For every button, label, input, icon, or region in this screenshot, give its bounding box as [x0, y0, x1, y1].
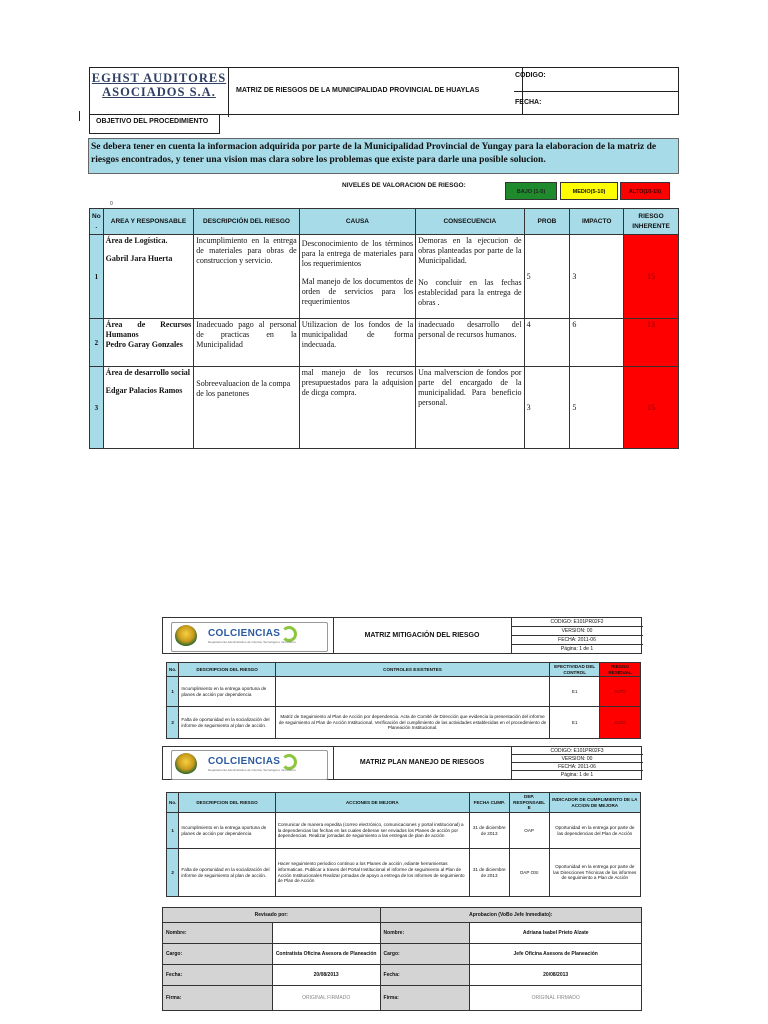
row-consecuencia [416, 235, 524, 319]
table-row [167, 849, 641, 897]
signature-header-row [163, 908, 642, 923]
row-residual: ALTO [600, 707, 641, 739]
row-acciones: Comunicar de manera expedita (correo electrónico, comunicaciones y portal institucional) a la dependencias las fechas en las cuales deberan ser enviados los Planes de acción por dependencias. Realizar jornadas de seguimiento a las entregas de plan de acción [275, 813, 469, 849]
col-fecha: FECHA CUMP. [469, 793, 509, 813]
table-row [167, 813, 641, 849]
margin-mark [79, 111, 80, 121]
row-riesgo: 13 [624, 319, 679, 367]
row-descripcion: Incumplimiento en la entrega oportuna de planes de acción por dependencia [179, 813, 275, 849]
row-efectividad: E1 [550, 677, 600, 707]
company-name: EGHST AUDITORES ASOCIADOS S.A. [90, 68, 229, 117]
cargo-label: Cargo: [380, 944, 470, 965]
row-impacto: 3 [570, 235, 624, 319]
row-residual: ALTO [600, 677, 641, 707]
row-dep: OAP [509, 813, 549, 849]
meta-codigo: CODIGO: E101PR02F2 [511, 618, 643, 627]
row-prob: 5 [524, 235, 570, 319]
mitigacion-meta [511, 618, 643, 653]
causa-2: Mal manejo de los documentos de orden de servicios para los requerimientos [301, 277, 414, 306]
consecuencia-1: Demoras en la ejecucion de obras planteadas por parte de la Municipalidad. [418, 236, 522, 265]
col-no: No. [167, 793, 179, 813]
row-dep: OAP OSI [509, 849, 549, 897]
plan-title: MATRIZ PLAN MANEJO DE RIESGOS [333, 747, 512, 779]
coat-of-arms-icon [175, 753, 197, 775]
col-descripcion: DESCRIPCION DEL RIESGO [179, 663, 275, 677]
logo-subtitle: Departamento Administrativo de Ciencia, Tecnología e Innovación [208, 640, 296, 644]
col-no: No. [167, 663, 179, 677]
col-causa: CAUSA [299, 209, 415, 235]
col-dep: DEP. RESPONSABL E [509, 793, 549, 813]
col-controles: CONTROLES EXISTENTES [275, 663, 549, 677]
row-area [103, 235, 194, 319]
objetivo-label: OBJETIVO DEL PROCEDIMIENTO [89, 114, 220, 134]
meta-pagina: Página: 1 de 1 [560, 772, 594, 778]
tick-mark: 0 [110, 201, 113, 207]
col-efectividad: EFECTIVIDAD DEL CONTROL [550, 663, 600, 677]
risk-table-header [90, 209, 679, 235]
row-descripcion: Falta de oportunidad en la socialización del informe de seguimiento al plan de acción. [179, 849, 275, 897]
row-descripcion: Falta de oportunidad en la socialización del informe de seguimiento al plan de acción. [179, 707, 275, 739]
logo-subtitle: Departamento Administrativo de Ciencia, Tecnología e Innovación [208, 768, 296, 772]
responsable-name: Pedro Garay Gonzales [105, 340, 183, 349]
row-causa [299, 235, 415, 319]
table-row [167, 677, 641, 707]
row-impacto: 6 [570, 319, 624, 367]
meta-version: VERSION: 00 [511, 755, 643, 763]
col-acciones: ACCIONES DE MEJORA [275, 793, 469, 813]
plan-meta [511, 747, 643, 779]
nombre-label: Nombre: [380, 923, 470, 944]
table-row [163, 944, 642, 965]
row-no: 3 [90, 367, 104, 449]
col-impacto: IMPACTO [570, 209, 624, 235]
row-fecha: 31 de diciembre de 2013 [469, 849, 509, 897]
rev-fecha: 20/08/2013 [272, 965, 380, 986]
logo-wordmark: COLCIENCIAS [208, 628, 281, 639]
row-prob: 3 [524, 367, 570, 449]
col-area: AREA Y RESPONSABLE [103, 209, 194, 235]
rev-cargo: Contratista Oficina Asesora de Planeación [272, 944, 380, 965]
meta-pagina: Página: 1 de 1 [560, 646, 594, 652]
risk-table [89, 208, 679, 449]
col-indicador: INDICADOR DE CUMPLIMIENTO DE LA ACCION DE MEJORA [549, 793, 640, 813]
col-riesgo: RIESGO INHERENTE [624, 209, 679, 235]
objetivo-text: Se debera tener en cuenta la informacion adquirida por parte de la Municipalidad Provincial de Yungay para la elaboracion de la matriz de riesgos encontrados, y tener una vision mas clara sobre los problemas que existe para darle una posible solucion. [88, 138, 679, 174]
table-row [163, 965, 642, 986]
table-row [90, 367, 679, 449]
level-bajo: BAJO (1-5) [505, 182, 557, 200]
fecha-label: Fecha: [380, 965, 470, 986]
cargo-label: Cargo: [163, 944, 273, 965]
table-row [163, 986, 642, 1011]
mitigacion-header-row [167, 663, 641, 677]
row-efectividad: E1 [550, 707, 600, 739]
causa-1: Desconocimiento de los términos para la entrega de materiales para los requerimientos [301, 239, 414, 268]
row-controles: Matriz de Seguimiento al Plan de Acción por dependencia. Acta de Comité de Dirección que evidencia la presentación del informe de seguimiento al Plan de Acción Institucional. Verificación del cumplimiento de las actividades establecidas en el procedimiento de Planeación Institucional. [275, 707, 549, 739]
row-area [103, 319, 194, 367]
responsable-name: Edgar Palacios Ramos [105, 386, 183, 395]
colciencias-logo [163, 747, 334, 779]
table-row [163, 923, 642, 944]
row-prob: 4 [524, 319, 570, 367]
area-name: Área de Logística. [105, 236, 168, 245]
risk-matrix-header [89, 67, 679, 115]
col-descripcion: DESCRIPCION DEL RIESGO [179, 793, 275, 813]
row-fecha: 31 de diciembre de 2013 [469, 813, 509, 849]
col-descripcion: DESCRIPCIÓN DEL RIESGO [194, 209, 299, 235]
revisado-header: Revisado por: [163, 908, 381, 923]
logo-wordmark: COLCIENCIAS [208, 756, 281, 767]
level-medio: MEDIO(5-10) [560, 182, 618, 200]
row-consecuencia: Una malverscion de fondos por parte del encargado de la municipalidad. Para beneficio personal. [416, 367, 524, 449]
firma-label: Firma: [163, 986, 273, 1011]
row-causa: mal manejo de los recursos presupuestados para la adquision de dicga compra. [299, 367, 415, 449]
row-riesgo: 15 [624, 235, 679, 319]
colciencias-logo [163, 618, 334, 653]
row-no: 1 [90, 235, 104, 319]
firma-label: Firma: [380, 986, 470, 1011]
col-no: No . [90, 209, 104, 235]
matrix-title: MATRIZ DE RIESGOS DE LA MUNICIPALIDAD PROVINCIAL DE HUAYLAS [228, 68, 523, 114]
meta-version: VERSION: 00 [511, 627, 643, 636]
mitigacion-header [162, 617, 642, 654]
niveles-label: NIVELES DE VALORACION DE RIESGO: [342, 182, 466, 189]
plan-header [162, 746, 642, 780]
col-prob: PROB [524, 209, 570, 235]
row-descripcion: Incumplimiento en la entrega de materiales para obras de construccion y servicio. [194, 235, 299, 319]
rev-nombre [272, 923, 380, 944]
plan-header-row [167, 793, 641, 813]
col-residual: RIESGO RESIDUAL [600, 663, 641, 677]
row-descripcion: Incumplimiento en la entrega oportuna de planes de acción por dependencia [179, 677, 275, 707]
apr-firma: ORIGINAL FIRMADO [470, 986, 642, 1011]
fecha-label: Fecha: [163, 965, 273, 986]
row-no: 2 [90, 319, 104, 367]
row-descripcion: Sobreevaluacion de la compa de los panetones [194, 367, 299, 449]
row-impacto: 5 [570, 367, 624, 449]
row-descripcion: Inadecuado pago al personal de practicas en la Municipalidad [194, 319, 299, 367]
row-indicador: Oportunidad en la entrega por parte de las dependencias del Plan de Acción [549, 813, 640, 849]
table-row [90, 319, 679, 367]
codigo-label: CODIGO: [514, 68, 679, 92]
consecuencia-2: No concluir en las fechas establecidad para la entrega de obras . [418, 278, 522, 307]
row-area [103, 367, 194, 449]
col-consecuencia: CONSECUENCIA [416, 209, 524, 235]
meta-codigo: CODIGO: E101PR02F3 [511, 747, 643, 755]
row-riesgo: 15 [624, 367, 679, 449]
meta-fecha: FECHA: 2011-06 [511, 636, 643, 645]
row-no: 2 [167, 849, 179, 897]
responsable-name: Gabril Jara Huerta [105, 254, 173, 263]
level-alto: ALTO(10-15) [620, 182, 670, 200]
row-no: 2 [167, 707, 179, 739]
area-name: Área de desarrollo social [105, 368, 191, 377]
mitigacion-table [166, 662, 641, 739]
area-name: Área de Recursos Humanos [105, 320, 192, 339]
fecha-label: FECHA: [515, 99, 542, 106]
row-indicador: Oportunidad en la entrega por parte de las Direcciones Técnicas de los informes de seguimiento a Plan de Acción [549, 849, 640, 897]
table-row [90, 235, 679, 319]
row-no: 1 [167, 677, 179, 707]
apr-fecha: 20/08/2013 [470, 965, 642, 986]
meta-fecha: FECHA: 2011-06 [511, 763, 643, 771]
row-causa: Utilizacion de los fondos de la municipalidad de forma indecuada. [299, 319, 415, 367]
rev-firma: ORIGINAL FIRMADO [272, 986, 380, 1011]
plan-table [166, 792, 641, 897]
table-row [167, 707, 641, 739]
apr-cargo: Jefe Oficina Asesora de Planeación [470, 944, 642, 965]
row-no: 1 [167, 813, 179, 849]
row-consecuencia: inadecuado desarrollo del personal de recursos humanos. [416, 319, 524, 367]
row-controles [275, 677, 549, 707]
coat-of-arms-icon [175, 625, 197, 647]
row-acciones: Hacer seguimiento periodico continuo a los Planes de acción ,ediante herramientas informaticas. Publicar a traves del Portal Institucional el informe de seguimiento al Plan de Acción Institucionales Realizar jornadas de apoyo a entrega de los informes de seguimiento de Plan de Acción [275, 849, 469, 897]
signature-table [162, 907, 642, 1011]
mitigacion-title: MATRIZ MITIGACIÓN DEL RIESGO [333, 618, 512, 653]
nombre-label: Nombre: [163, 923, 273, 944]
apr-nombre: Adriana Isabel Prieto Alzate [470, 923, 642, 944]
aprobacion-header: Aprobacion (VoBo Jefe Inmediato): [380, 908, 641, 923]
